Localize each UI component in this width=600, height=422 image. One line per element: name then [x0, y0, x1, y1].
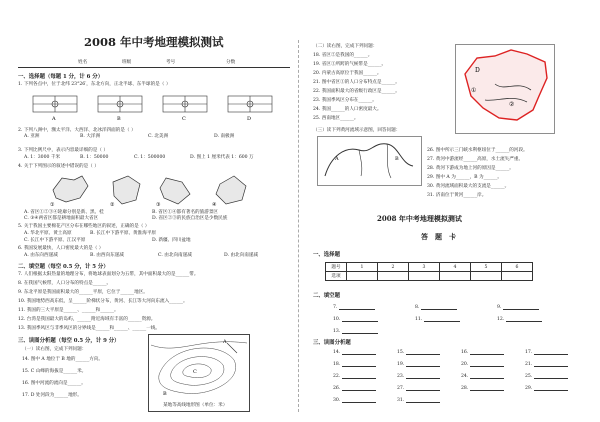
answer-blank[interactable]: [342, 329, 378, 334]
analysis-sub-1: （一）读右图，完成下列问题：: [22, 347, 87, 352]
analysis-answer: [461, 374, 504, 379]
q4-option-c: C. ③④两省区都是耕地面积最大省区: [24, 216, 99, 221]
analysis-answer: [397, 398, 440, 403]
analysis-sub-3: （三）读下列黄河流域示意图，回答问题：: [313, 128, 401, 133]
q5-option-a: A. 华北平原、黄土高原: [24, 231, 72, 236]
option-b-label: B: [117, 116, 121, 122]
map-label-1: ①: [471, 87, 477, 94]
analysis-num: 27.: [397, 386, 405, 391]
table-header: 6: [502, 263, 533, 272]
q5-option-c: C. 长江中下游平原、江汉平原: [24, 238, 86, 243]
question-19: 19. 省区①所跨的气候带是______。: [313, 62, 387, 67]
contour-lines: [149, 335, 249, 403]
table-header: 3: [409, 263, 440, 272]
answer-blank[interactable]: [534, 386, 568, 391]
analysis-num: 18.: [333, 362, 341, 367]
card-section-analysis: 三、读图分析题: [313, 340, 351, 346]
question-5: 5. 关于我国主要棉花产区分布在哪些地区的叙述，正确的是（ ）: [18, 224, 150, 229]
fill-num: 9.: [497, 305, 502, 310]
question-31: 31. 济南位于黄河______岸。: [427, 193, 487, 198]
q3-option-b: B. 1：50000: [80, 155, 109, 160]
analysis-answer: [333, 398, 376, 403]
answer-blank[interactable]: [406, 398, 440, 403]
answer-blank[interactable]: [534, 362, 568, 367]
fill-num: 10.: [333, 317, 341, 322]
analysis-num: 30.: [333, 398, 341, 403]
globe-grid-figures: [28, 90, 288, 122]
analysis-answer: [461, 362, 504, 367]
table-row-label: 选项: [326, 272, 347, 281]
info-score: 分数: [226, 60, 236, 65]
answer-blank[interactable]: [534, 350, 568, 355]
q6-option-c: C. 由北向南递减: [158, 253, 192, 258]
fill-num: 11.: [415, 317, 423, 322]
table-header: 4: [440, 263, 471, 272]
section-choice: 一、选择题（每题 1 分，计 6 分）: [18, 74, 104, 80]
answer-blank[interactable]: [470, 362, 504, 367]
header-rule: [18, 67, 290, 68]
question-6: 6. 我国发展最快，人口密度最大的是（ ）: [18, 246, 104, 251]
question-21: 21. 图中省区①的人口分布特点是______。: [313, 80, 400, 85]
fill-question-11: 11. 我国的三大平原是______、______和______。: [18, 308, 119, 313]
table-header: 1: [347, 263, 378, 272]
question-27: 27. 黄河中游流经______高原，水土流失严重。: [427, 157, 524, 162]
fill-question-9: 9. 东北平原是我国面积最大的______平原，它位于______地区。: [18, 290, 148, 295]
map-point-b: B: [163, 391, 167, 397]
outline-label-1: ①: [50, 202, 55, 208]
info-id: 考号: [166, 60, 176, 65]
map-question-17: 17. D 处河段为______地形。: [22, 393, 82, 398]
analysis-num: 20.: [461, 362, 469, 367]
analysis-answer: [525, 374, 568, 379]
question-24: 24. 我国______的人口密度最大。: [313, 107, 382, 112]
section-fill: 二、填空题（每空 0.5 分，计 5 分）: [18, 264, 109, 270]
q3-option-a: A. 1：3000 千米: [24, 155, 61, 160]
analysis-num: 22.: [333, 374, 341, 379]
choice-answer-table: [325, 262, 533, 281]
table-header: 5: [471, 263, 502, 272]
question-20: 20. 内蒙古高原位于我国______。: [313, 71, 382, 76]
answer-cell[interactable]: [378, 272, 409, 281]
q2-option-b: B. 大洋洲: [80, 134, 101, 139]
analysis-sub-2: （二）读右图，完成下列问题：: [313, 44, 378, 49]
q4-option-a: A. 省区①②③④轮廓分别是新、黑、桂: [24, 210, 104, 215]
analysis-answer: [333, 362, 376, 367]
question-3: 3. 下列比例尺中，表示内容最详细的是（ ）: [18, 148, 108, 153]
answer-cell[interactable]: [502, 272, 533, 281]
analysis-num: 17.: [525, 350, 533, 355]
map-point-a: A: [223, 339, 227, 345]
answer-blank[interactable]: [406, 386, 440, 391]
table-header-row: [326, 263, 533, 272]
fill-num: 13.: [333, 329, 341, 334]
answer-cell[interactable]: [347, 272, 378, 281]
q2-option-d: D. 南极洲: [214, 134, 235, 139]
analysis-num: 26.: [333, 386, 341, 391]
table-header: 2: [378, 263, 409, 272]
province-outlines: [48, 172, 268, 208]
table-row: [326, 272, 533, 281]
q5-option-d: D. 新疆、四川盆地: [152, 238, 191, 243]
outline-label-4: ④: [212, 202, 217, 208]
analysis-num: 29.: [525, 386, 533, 391]
analysis-answer: [397, 362, 440, 367]
q6-option-b: B. 由西向东递减: [90, 253, 124, 258]
analysis-answer: [461, 350, 504, 355]
map-point-c: C: [193, 369, 197, 375]
card-section-choice: 一、选择题: [313, 252, 340, 258]
analysis-answer: [525, 362, 568, 367]
contour-map: [148, 334, 250, 412]
question-18: 18. 省区②是我国的______。: [313, 53, 373, 58]
fill-num: 7.: [333, 305, 338, 310]
map-question-15: 15. C 山峰的海拔是______米。: [22, 369, 87, 374]
question-sheet: [18, 0, 290, 422]
q3-option-c: C. 1：500000: [134, 155, 166, 160]
analysis-num: 25.: [525, 374, 533, 379]
info-name: 姓名: [78, 60, 88, 65]
analysis-num: 19.: [397, 362, 405, 367]
analysis-num: 21.: [525, 362, 533, 367]
china-map: [455, 44, 555, 134]
answer-blank[interactable]: [342, 398, 376, 403]
fill-answer-12: [497, 317, 542, 322]
outline-label-3: ③: [156, 202, 161, 208]
analysis-num: 28.: [461, 386, 469, 391]
answer-blank[interactable]: [470, 386, 504, 391]
map-label-d: D: [475, 67, 480, 74]
fill-question-13: 13. 我国季风区与非季风区的分界线是______和______、______一线。: [18, 326, 160, 331]
analysis-num: 31.: [397, 398, 405, 403]
analysis-answer: [333, 350, 376, 355]
analysis-num: 23.: [397, 374, 405, 379]
option-c-label: C: [182, 116, 186, 122]
analysis-answer: [525, 350, 568, 355]
fill-answer-10: [333, 317, 378, 322]
answer-blank[interactable]: [406, 362, 440, 367]
answer-cell[interactable]: [409, 272, 440, 281]
answer-blank[interactable]: [470, 374, 504, 379]
analysis-answer: [461, 386, 504, 391]
q6-option-d: D. 由北向南递减: [224, 253, 259, 258]
answer-blank[interactable]: [339, 305, 375, 310]
answer-blank[interactable]: [406, 350, 440, 355]
analysis-answer: [397, 374, 440, 379]
q5-option-b: B. 长江中下游平原、黄淮海平原: [90, 231, 157, 236]
question-29: 29. 图中 A 为______，B 为______。: [427, 175, 502, 180]
analysis-num: 14.: [333, 350, 341, 355]
fill-answer-13: [333, 329, 378, 334]
q2-option-a: A. 亚洲: [24, 134, 40, 139]
yellow-river-map: [317, 136, 422, 186]
option-a-label: A: [52, 116, 56, 122]
answer-blank[interactable]: [342, 317, 378, 322]
answer-blank[interactable]: [342, 362, 376, 367]
analysis-num: 15.: [397, 350, 405, 355]
answer-blank[interactable]: [342, 386, 376, 391]
map-caption: 某地等高线地形图（单位：米）: [163, 403, 228, 408]
map-label-2: ②: [509, 101, 515, 108]
river-point-b: B: [395, 156, 399, 162]
answer-card-title: 2008 年中考地理模拟测试: [377, 214, 462, 223]
analysis-answer: [333, 374, 376, 379]
answer-blank[interactable]: [421, 305, 457, 310]
answer-blank[interactable]: [534, 374, 568, 379]
analysis-answer: [397, 350, 440, 355]
fill-question-7: 7. 人们根据太阳热量的地理分布，将地球表面划分为五带，其中面积最大的是______带。: [18, 272, 199, 277]
q2-option-c: C. 北美洲: [148, 134, 169, 139]
page-title: 2008 年中考地理模拟测试: [84, 35, 224, 49]
fill-num: 12.: [497, 317, 505, 322]
question-23: 23. 我国季风区分布在______。: [313, 98, 377, 103]
question-1: 1. 下列各点中，位于北纬 23°26′，东北方向，正北半球、东半球的是（ ）: [18, 82, 171, 87]
fill-answer-9: [497, 305, 539, 310]
analysis-answer: [333, 386, 376, 391]
q6-option-a: A. 由东向西递减: [24, 253, 58, 258]
river-point-a: A: [335, 156, 339, 162]
fill-answer-11: [415, 317, 460, 322]
question-26: 26. 图中所示三门峡水利枢纽位于______的河段。: [427, 148, 528, 153]
question-2: 2. 下列八洲中，濒太平洋、大西洋、北冰洋四面的是（ ）: [18, 128, 136, 133]
answer-cell[interactable]: [440, 272, 471, 281]
map-question-16: 16. 图中河流的流向是______。: [22, 381, 86, 386]
question-30: 30. 黄河流域面积最大的支流是______。: [427, 184, 510, 189]
answer-card-subtitle: 答 题 卡: [421, 232, 456, 241]
outline-label-2: ②: [110, 202, 115, 208]
analysis-num: 24.: [461, 374, 469, 379]
fill-question-12: 12. 台湾是我国最大的岛屿，______附近海域有丰富的______资源。: [18, 317, 156, 322]
q3-option-d: D. 图上 1 厘米代表 1：600 万: [190, 155, 254, 160]
question-25: 25. 西南地区______。: [313, 116, 359, 121]
fill-question-8: 8. 在我国气候带，人口分布的特点是______。: [18, 281, 112, 286]
q4-option-b: B. 省区①④都有著名的旅游景区: [152, 210, 219, 215]
analysis-answer: [397, 386, 440, 391]
table-header: 题号: [326, 263, 347, 272]
answer-blank[interactable]: [503, 305, 539, 310]
fill-answer-7: [333, 305, 375, 310]
question-22: 22. 我国面积最大的省级行政区是______。: [313, 89, 400, 94]
answer-blank[interactable]: [424, 317, 460, 322]
analysis-answer: [525, 386, 568, 391]
answer-blank[interactable]: [406, 374, 440, 379]
fill-num: 8.: [415, 305, 420, 310]
answer-blank[interactable]: [342, 350, 376, 355]
question-28: 28. 黄河下游成为地上河的原因是______。: [427, 166, 514, 171]
answer-cell[interactable]: [471, 272, 502, 281]
info-class: 班级: [122, 60, 132, 65]
question-4: 4. 关于下列图示的叙述中错误的是（ ）: [18, 164, 99, 169]
answer-blank[interactable]: [506, 317, 542, 322]
fill-answer-8: [415, 305, 457, 310]
answer-blank[interactable]: [470, 350, 504, 355]
option-d-label: D: [247, 116, 252, 122]
right-column: [305, 0, 590, 422]
card-section-fill: 二、填空题: [313, 293, 340, 299]
fill-question-10: 10. 我国地势西高东低，呈______阶梯状分布，黄河、长江等大河向东流入______。: [18, 299, 188, 304]
answer-blank[interactable]: [342, 374, 376, 379]
column-divider: [298, 40, 299, 412]
analysis-num: 16.: [461, 350, 469, 355]
section-analysis: 三、读图分析题（每空 0.5 分，计 9 分）: [18, 338, 120, 344]
map-question-14: 14. 图中 A 地位于 B 地的______方向。: [22, 357, 104, 362]
q4-option-d: D. 省区②③的民族自治区是少数民族: [152, 216, 228, 221]
